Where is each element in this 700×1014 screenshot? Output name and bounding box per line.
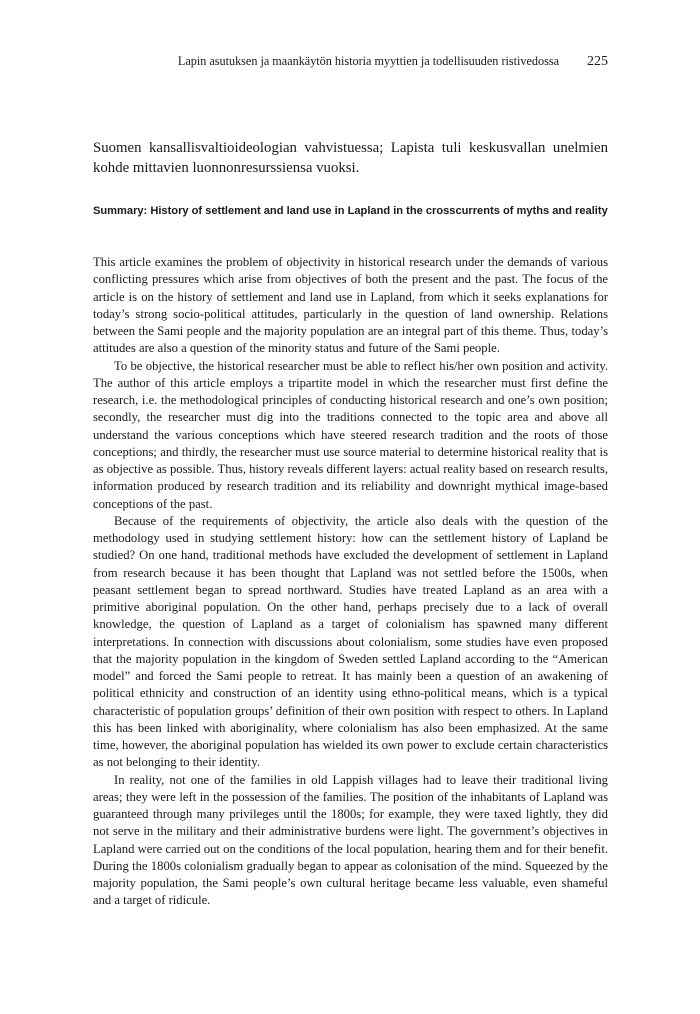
summary-body: [93, 254, 608, 910]
running-header: [93, 53, 608, 70]
summary-paragraph-2: To be objective, the historical researcher must be able to reflect his/her own position and activity. The author of this article employs a tripartite model in which the researcher must first define the research, i.e. the methodological principles of conducting historical research and one’s own position; secondly, the researcher must dig into the traditions connected to the topic area and above all understand the various conceptions which have steered research tradition and the roots of those conceptions; and thirdly, the researcher must use source material to determine historical reality that is as objective as possible. Thus, history reveals different layers: actual reality based on research results, information produced by research tradition and its reliability and downright mythical image-based conceptions of the past.: [93, 358, 608, 511]
summary-heading: Summary: History of settlement and land use in Lapland in the crosscurrents of myths and reality: [93, 205, 608, 217]
summary-paragraph-3: Because of the requirements of objectivity, the article also deals with the question of the methodology used in studying settlement history: how can the settlement history of Lapland be studied? On one hand, traditional methods have excluded the development of settlement in Lapland from research because it has been thought that Lapland was not settled before the 1500s, when peasant settlement began to spread northward. Studies have treated Lapland as an area with a primitive aboriginal population. On the other hand, perhaps precisely due to a lack of overall knowledge, the question of Lapland as a target of colonialism has spawned many different interpretations. In connection with discussions about colonialism, some studies have even proposed that the majority population in the kingdom of Sweden settled Lapland according to the “American model” and forced the Sami people to retreat. It has mainly been a question of an awakening of political ethnicity and construction of an identity using ethno-political means, which is a typical characteristic of population groups’ definition of their own position with respect to others. In Lapland this has been linked with aboriginality, where colonialism has also been emphasized. At the same time, however, the aboriginal population has wielded its own power to exclude certain characteristics as not belonging to their identity.: [93, 513, 608, 770]
lead-paragraph: Suomen kansallisvaltioideologian vahvistuessa; Lapista tuli keskusvallan unelmien kohde mittavien luonnonresurssiensa vuoksi.: [93, 140, 608, 176]
summary-paragraph-1: This article examines the problem of objectivity in historical research under the demands of various conflicting pressures which arise from objectives of both the present and the past. The focus of the article is on the history of settlement and land use in Lapland, from which it seeks explanations for today’s strong socio-political attitudes, particularly in the question of land ownership. Relations between the Sami people and the majority population are an integral part of this theme. Thus, today’s attitudes are also a question of the minority status and future of the Sami people.: [93, 255, 608, 356]
page-number: 225: [587, 54, 608, 69]
summary-paragraph-4: In reality, not one of the families in old Lappish villages had to leave their traditional living areas; they were left in the possession of the families. The position of the inhabitants of Lapland was guaranteed through many privileges until the 1800s; for example, they were taxed lightly, they did not serve in the military and their administrative burdens were light. The government’s objectives in Lapland were carried out on the conditions of the local population, hearing them and for their benefit. During the 1800s colonialism gradually began to appear as colonisation of the mind. Squeezed by the majority population, the Sami people’s own cultural heritage became less valuable, even shameful and a target of ridicule.: [93, 772, 608, 908]
running-title: Lapin asutuksen ja maankäytön historia myyttien ja todellisuuden ristivedossa: [177, 54, 559, 68]
